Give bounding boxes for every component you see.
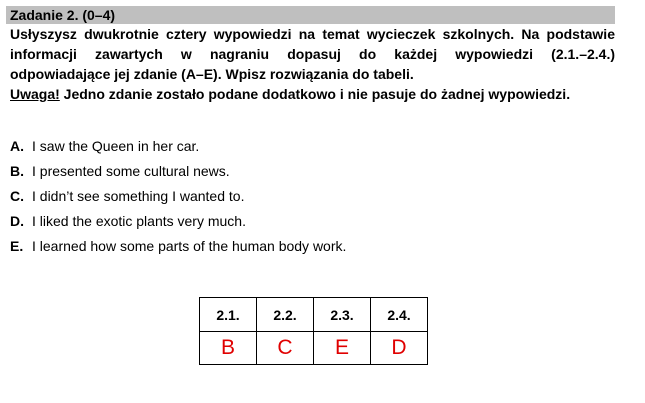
option-e — [10, 237, 346, 262]
header-cell-2-2: 2.2. — [257, 298, 314, 332]
option-letter: A. — [10, 138, 24, 154]
answer-table-answer-row — [200, 332, 428, 365]
header-cell-2-1: 2.1. — [200, 298, 257, 332]
option-letter: C. — [10, 188, 24, 204]
option-text: I saw the Queen in her car. — [32, 138, 200, 154]
option-letter: D. — [10, 213, 24, 229]
option-text: I learned how some parts of the human body work. — [32, 238, 347, 254]
instruction-line-3: odpowiadające jej zdanie (A–E). Wpisz rozwiązania do tabeli. — [10, 66, 414, 82]
option-letter: E. — [10, 238, 24, 254]
option-letter: B. — [10, 163, 24, 179]
header-cell-2-3: 2.3. — [314, 298, 371, 332]
answer-table — [199, 297, 428, 365]
task-header — [6, 6, 615, 24]
instruction-line-1: Usłyszysz dwukrotnie cztery wypowiedzi na temat wycieczek szkolnych. Na podstawie — [10, 26, 615, 42]
answer-cell-2-4[interactable]: D — [371, 332, 428, 365]
instruction-note — [10, 84, 615, 104]
option-text: I liked the exotic plants very much. — [32, 213, 246, 229]
answer-cell-2-1[interactable]: B — [200, 332, 257, 365]
option-a — [10, 137, 346, 162]
note-label: Uwaga! — [10, 86, 60, 102]
answer-cell-2-3[interactable]: E — [314, 332, 371, 365]
option-c — [10, 187, 346, 212]
answer-table-header-row — [200, 298, 428, 332]
option-d — [10, 212, 346, 237]
options-list — [10, 137, 346, 262]
instruction-line-2: informacji zawartych w nagraniu dopasuj do każdej wypowiedzi (2.1.–2.4.) — [10, 46, 615, 62]
answer-cell-2-2[interactable]: C — [257, 332, 314, 365]
task-instructions — [10, 24, 615, 104]
note-text: Jedno zdanie zostało podane dodatkowo i nie pasuje do żadnej wypowiedzi. — [59, 86, 571, 102]
header-cell-2-4: 2.4. — [371, 298, 428, 332]
option-text: I presented some cultural news. — [32, 163, 230, 179]
option-text: I didn’t see something I wanted to. — [32, 188, 245, 204]
option-b — [10, 162, 346, 187]
task-title: Zadanie 2. (0–4) — [10, 7, 116, 23]
